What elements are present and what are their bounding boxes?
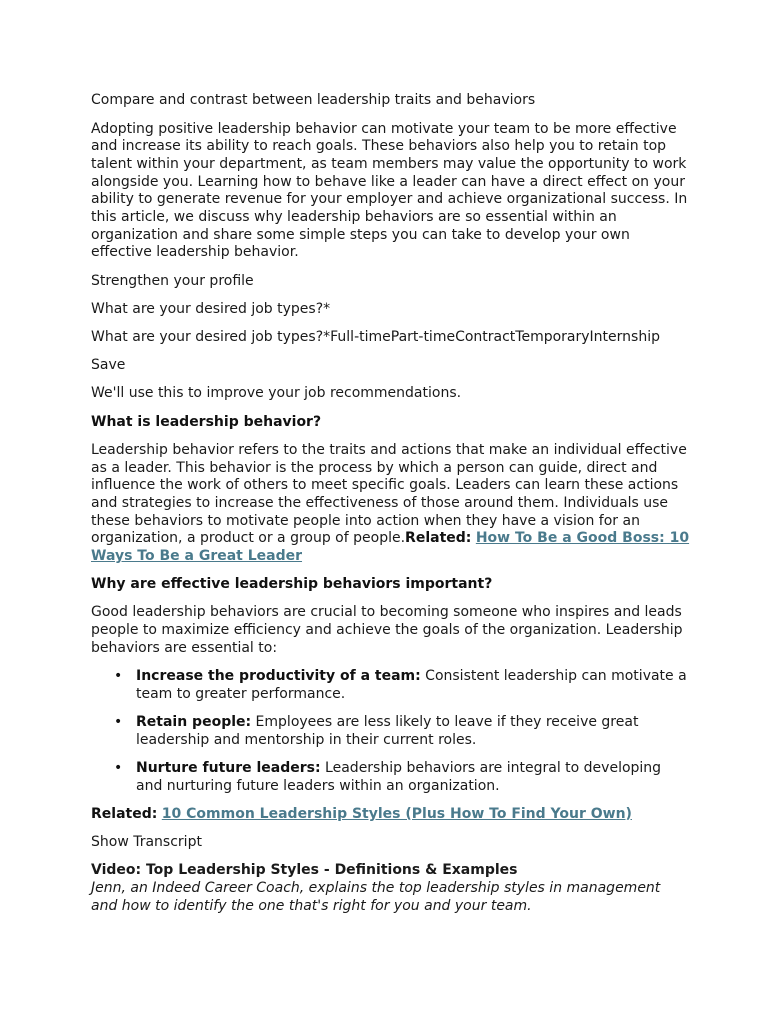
list-item-title: Retain people: — [136, 713, 252, 730]
related-styles-line — [91, 806, 691, 824]
leadership-definition-text: Leadership behavior refers to the traits and actions that make an individual effective as a leader. This behavior is the process by which a person can guide, direct and influence the work of others to meet specific goals. Leaders can learn these actions and strategies to increase the effectiveness of those around them. Individuals use these behaviors to motivate people into action when they have a vision for an organization, a product or a group of people. — [91, 441, 687, 547]
section-heading-why-important: Why are effective leadership behaviors important? — [91, 576, 493, 593]
video-description: Jenn, an Indeed Career Coach, explains the top leadership styles in management and how to identify the one that's right for you and your team. — [91, 879, 661, 914]
related-label: Related: — [91, 805, 158, 822]
list-item — [136, 668, 691, 703]
related-link-leadership-styles[interactable]: 10 Common Leadership Styles (Plus How To Find Your Own) — [161, 805, 632, 822]
show-transcript-button[interactable]: Show Transcript — [91, 834, 202, 850]
article — [91, 92, 691, 915]
save-button[interactable]: Save — [91, 357, 126, 374]
related-label: Related: — [405, 530, 472, 547]
list-item-text: Consistent leadership can motivate a team to greater performance. — [136, 668, 687, 702]
recommendations-note: We'll use this to improve your job recommendations. — [91, 385, 462, 402]
video-title: Video: Top Leadership Styles - Definitions & Examples — [91, 862, 518, 879]
job-types-options[interactable]: What are your desired job types?*Full-timePart-timeContractTemporaryInternship — [91, 329, 660, 346]
benefits-list — [91, 668, 691, 795]
article-title: Compare and contrast between leadership traits and behaviors — [91, 92, 536, 108]
job-types-question: What are your desired job types?* — [91, 300, 331, 317]
importance-paragraph: Good leadership behaviors are crucial to becoming someone who inspires and leads people to maximize efficiency and achieve the goals of the organization. Leadership behaviors are essential to: — [91, 604, 683, 656]
section-heading-what-is: What is leadership behavior? — [91, 413, 322, 430]
list-item-title: Nurture future leaders: — [136, 759, 321, 776]
related-link-good-boss[interactable]: How To Be a Good Boss: 10 Ways To Be a Great Leader — [91, 530, 690, 565]
list-item — [136, 760, 691, 795]
list-item-text: Employees are less likely to leave if they receive great leadership and mentorship in their current roles. — [136, 713, 639, 748]
list-item — [136, 714, 691, 749]
list-item-text: Leadership behaviors are integral to developing and nurturing future leaders within an organization. — [136, 759, 662, 794]
leadership-definition-paragraph — [91, 442, 691, 566]
intro-paragraph: Adopting positive leadership behavior can motivate your team to be more effective and increase its ability to reach goals. These behaviors also help you to retain top talent within your department, as team members may value the opportunity to work alongside you. Learning how to behave like a leader can have a direct effect on your ability to generate revenue for your employer and achieve organizational success. In this article, we discuss why leadership behaviors are so essential within an organization and share some simple steps you can take to develop your own effective leadership behavior. — [91, 120, 688, 261]
profile-heading: Strengthen your profile — [91, 272, 254, 289]
list-item-title: Increase the productivity of a team: — [136, 668, 421, 685]
